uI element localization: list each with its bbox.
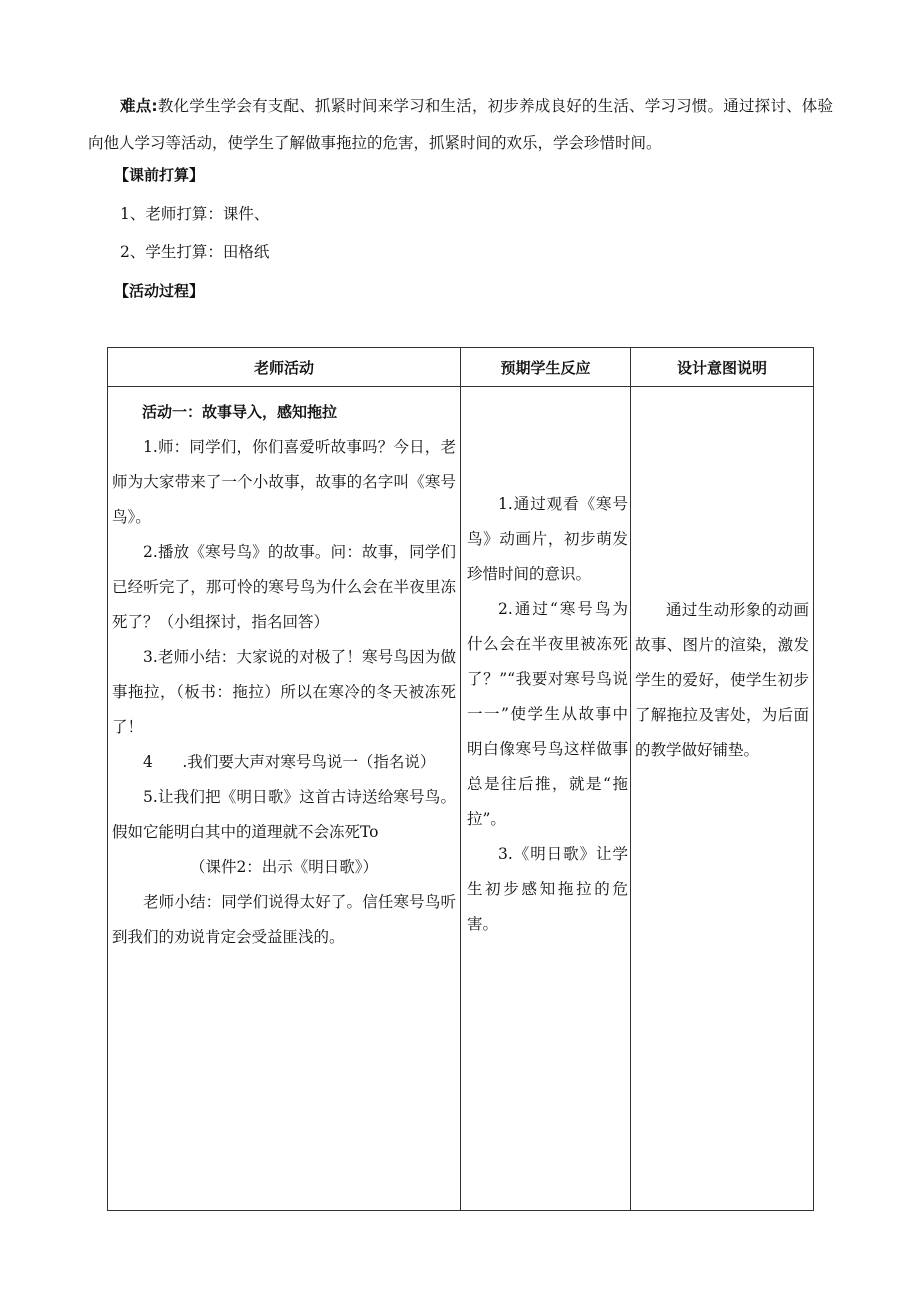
teacher-summary: 老师小结：同学们说得太好了。信任寒号鸟听到我们的劝说肯定会受益匪浅的。 <box>112 893 456 946</box>
table-row <box>108 387 814 1211</box>
teacher-step-1: 1.师：同学们，你们喜爱听故事吗？今日，老师为大家带来了一个小故事，故事的名字叫《寒号鸟》。 <box>112 438 456 526</box>
courseware-note: （课件2：出示《明日歌》） <box>189 858 379 876</box>
difficulty-paragraph <box>88 88 833 162</box>
design-intent-cell <box>631 387 814 1211</box>
header-student-response: 预期学生反应 <box>461 348 631 387</box>
design-intent-text: 通过生动形象的动画故事、图片的渲染，激发学生的爱好，使学生初步了解拖拉及害处，为后面的教学做好铺垫。 <box>635 601 809 759</box>
preparation-item-teacher: 1、老师打算：课件、 <box>120 205 270 223</box>
teacher-step-3: 3.老师小结：大家说的对极了！寒号鸟因为做事拖拉，（板书：拖拉）所以在寒冷的冬天被冻死了！ <box>112 648 456 736</box>
student-response-3: 3.《明日歌》让学生初步感知拖拉的危害。 <box>467 845 628 933</box>
activity-title: 活动一：故事导入，感知拖拉 <box>142 403 338 421</box>
student-response-1: 1.通过观看《寒号鸟》动画片，初步萌发珍惜时间的意识。 <box>467 495 628 583</box>
student-response-2: 2.通过“寒号鸟为什么会在半夜里被冻死了？”“我要对寒号鸟说一一”使学生从故事中明白像寒号鸟这样做事总是往后推，就是“拖拉”。 <box>467 600 628 828</box>
process-heading: 【活动过程】 <box>114 282 205 300</box>
teacher-step-5: 5.让我们把《明日歌》这首古诗送给寒号鸟。假如它能明白其中的道理就不会冻死To <box>112 788 456 841</box>
activity-table <box>107 347 814 1211</box>
difficulty-text: 教化学生学会有支配、抓紧时间来学习和生活，初步养成良好的生活、学习习惯。通过探讨、体验向他人学习等活动，使学生了解做事拖拉的危害，抓紧时间的欢乐，学会珍惜时间。 <box>88 97 833 152</box>
teacher-activity-cell <box>108 387 461 1211</box>
preparation-item-student: 2、学生打算：田格纸 <box>120 243 270 261</box>
table-header-row <box>108 348 814 387</box>
teacher-step-2: 2.播放《寒号鸟》的故事。问：故事，同学们已经听完了，那可怜的寒号鸟为什么会在半夜里冻死了？（小组探讨，指名回答） <box>112 543 456 631</box>
header-design-intent: 设计意图说明 <box>631 348 814 387</box>
header-teacher-activity: 老师活动 <box>108 348 461 387</box>
difficulty-label: 难点: <box>120 97 158 115</box>
preparation-heading: 【课前打算】 <box>114 166 205 184</box>
student-response-cell <box>461 387 631 1211</box>
teacher-step-4: 4 .我们要大声对寒号鸟说一（指名说） <box>143 753 436 771</box>
